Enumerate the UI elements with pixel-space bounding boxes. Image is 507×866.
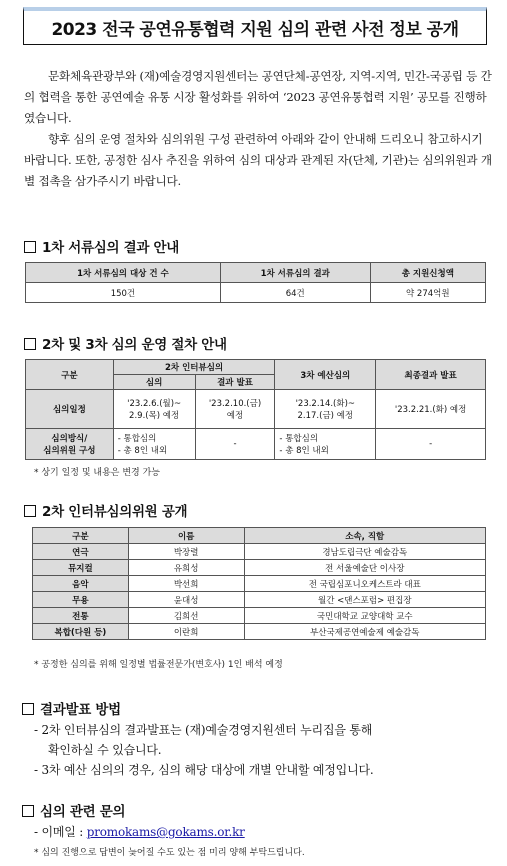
table-cell [113,429,195,460]
committee-affiliation: 월간 <댄스포럼> 편집장 [244,592,485,608]
list-item: - 3차 예산 심의의 경우, 심의 해당 대상에 개별 안내할 예정입니다. [34,763,374,777]
table-row [33,560,486,576]
checkbox-square-icon [24,338,36,350]
table-cell [275,390,376,429]
committee-name: 윤대성 [128,592,244,608]
checkbox-square-icon [24,241,36,253]
table-header: 구분 [33,528,129,544]
email-link[interactable]: promokams@gokams.or.kr [86,825,245,839]
email-label: - 이메일 : [34,825,84,839]
cell-line: 심의방식/ [51,434,88,444]
contact-info [34,822,245,842]
table-header: 최종결과 발표 [376,360,486,390]
schedule-note: * 상기 일정 및 내용은 변경 가능 [34,468,160,478]
table-row-label [26,429,114,460]
table-row [33,576,486,592]
section-2-title: 2차 및 3차 심의 운영 절차 안내 [42,337,227,353]
list-item: - 2차 인터뷰심의 결과발표는 (재)예술경영지원센터 누리집을 통해 [34,723,373,737]
table-cell [275,429,376,460]
lawyer-note: * 공정한 심의를 위해 일정별 법률전문가(변호사) 1인 배석 예정 [34,660,283,670]
committee-name: 김희선 [128,608,244,624]
section-5-heading [22,800,125,820]
committee-name: 박선희 [128,576,244,592]
committee-affiliation: 경남도립극단 예술감독 [244,544,485,560]
table-row [33,624,486,640]
table-header: 구분 [26,360,114,390]
section-1-heading [24,236,179,256]
page-title-text: 2023 전국 공연유통협력 지원 심의 관련 사전 정보 공개 [51,20,459,40]
committee-category: 무용 [33,592,129,608]
table-cell: - [195,429,275,460]
table-header: 결과 발표 [195,375,275,390]
committee-table [32,527,486,640]
intro-text [24,66,494,192]
cell-line: 2.17.(금) 예정 [297,411,354,421]
intro-paragraph-2: 향후 심의 운영 절차와 심의위원 구성 관련하여 아래와 같이 안내해 드리오니 참고하시기 바랍니다. 또한, 공정한 심사 추진을 위하여 심의 대상과 관계된 자(단체, 기관)는 심의위원과 개별 접촉을 삼가주시기 바랍니다. [24,132,492,188]
cell-line: 심의위원 구성 [43,446,96,456]
section-1-title: 1차 서류심의 결과 안내 [42,240,179,256]
checkbox-square-icon [24,505,36,517]
table-row [33,592,486,608]
cell-line: - 총 8인 내외 [117,446,168,456]
committee-name: 박장렬 [128,544,244,560]
page-title [23,7,487,45]
cell-line: '23.2.6.(월)~ [127,399,182,409]
table-cell: 약 274억원 [370,283,485,303]
checkbox-square-icon [22,805,34,817]
table-header: 1차 서류심의 결과 [220,263,370,283]
committee-category: 복합(다원 등) [33,624,129,640]
cell-line: '23.2.14.(화)~ [295,399,356,409]
table-cell [195,390,275,429]
committee-affiliation: 국민대학교 교양대학 교수 [244,608,485,624]
committee-affiliation: 전 서울예술단 이사장 [244,560,485,576]
section-5-title: 심의 관련 문의 [40,804,126,820]
table-cell [113,390,195,429]
cell-line: '23.2.10.(금) [208,399,262,409]
section-3-title: 2차 인터뷰심의위원 공개 [42,504,188,520]
list-item: 확인하실 수 있습니다. [48,743,162,757]
results-announcement-list [34,720,373,780]
table-cell: 150건 [26,283,221,303]
committee-name: 이란희 [128,624,244,640]
table-header: 2차 인터뷰심의 [113,360,275,375]
committee-category: 연극 [33,544,129,560]
table-header: 소속, 직함 [244,528,485,544]
table-row [33,608,486,624]
cell-line: 예정 [226,411,244,421]
table-header: 3차 예산심의 [275,360,376,390]
intro-paragraph-1: 문화체육관광부와 (재)예술경영지원센터는 공연단체-공연장, 지역-지역, 민간-국공립 등 간의 협력을 통한 공연예술 유통 시장 활성화를 위하여 ‘2023 공연유통협력 지원’ 공모를 진행하였습니다. [24,69,492,125]
screening-results-table [25,262,486,303]
cell-line: 2.9.(목) 예정 [129,411,180,421]
committee-category: 뮤지컬 [33,560,129,576]
committee-affiliation: 부산국제공연예술제 예술감독 [244,624,485,640]
committee-category: 음악 [33,576,129,592]
section-4-title: 결과발표 방법 [40,702,121,718]
section-3-heading [24,500,187,520]
cell-line: - 통합심의 [117,434,157,444]
procedure-table [25,359,486,460]
table-header: 1차 서류심의 대상 건 수 [26,263,221,283]
table-header: 이름 [128,528,244,544]
cell-line: - 통합심의 [279,434,319,444]
table-cell: 64건 [220,283,370,303]
committee-affiliation: 전 국립심포니오케스트라 대표 [244,576,485,592]
checkbox-square-icon [22,703,34,715]
delay-note: * 심의 진행으로 답변이 늦어질 수도 있는 점 미리 양해 부탁드립니다. [34,848,305,858]
committee-name: 유희성 [128,560,244,576]
section-4-heading [22,698,121,718]
table-cell: '23.2.21.(화) 예정 [376,390,486,429]
table-header: 심의 [113,375,195,390]
cell-line: - 총 8인 내외 [279,446,329,456]
table-header: 총 지원신청액 [370,263,485,283]
table-cell: - [376,429,486,460]
committee-category: 전통 [33,608,129,624]
table-row-label: 심의일정 [26,390,114,429]
section-2-heading [24,333,227,353]
table-row [33,544,486,560]
